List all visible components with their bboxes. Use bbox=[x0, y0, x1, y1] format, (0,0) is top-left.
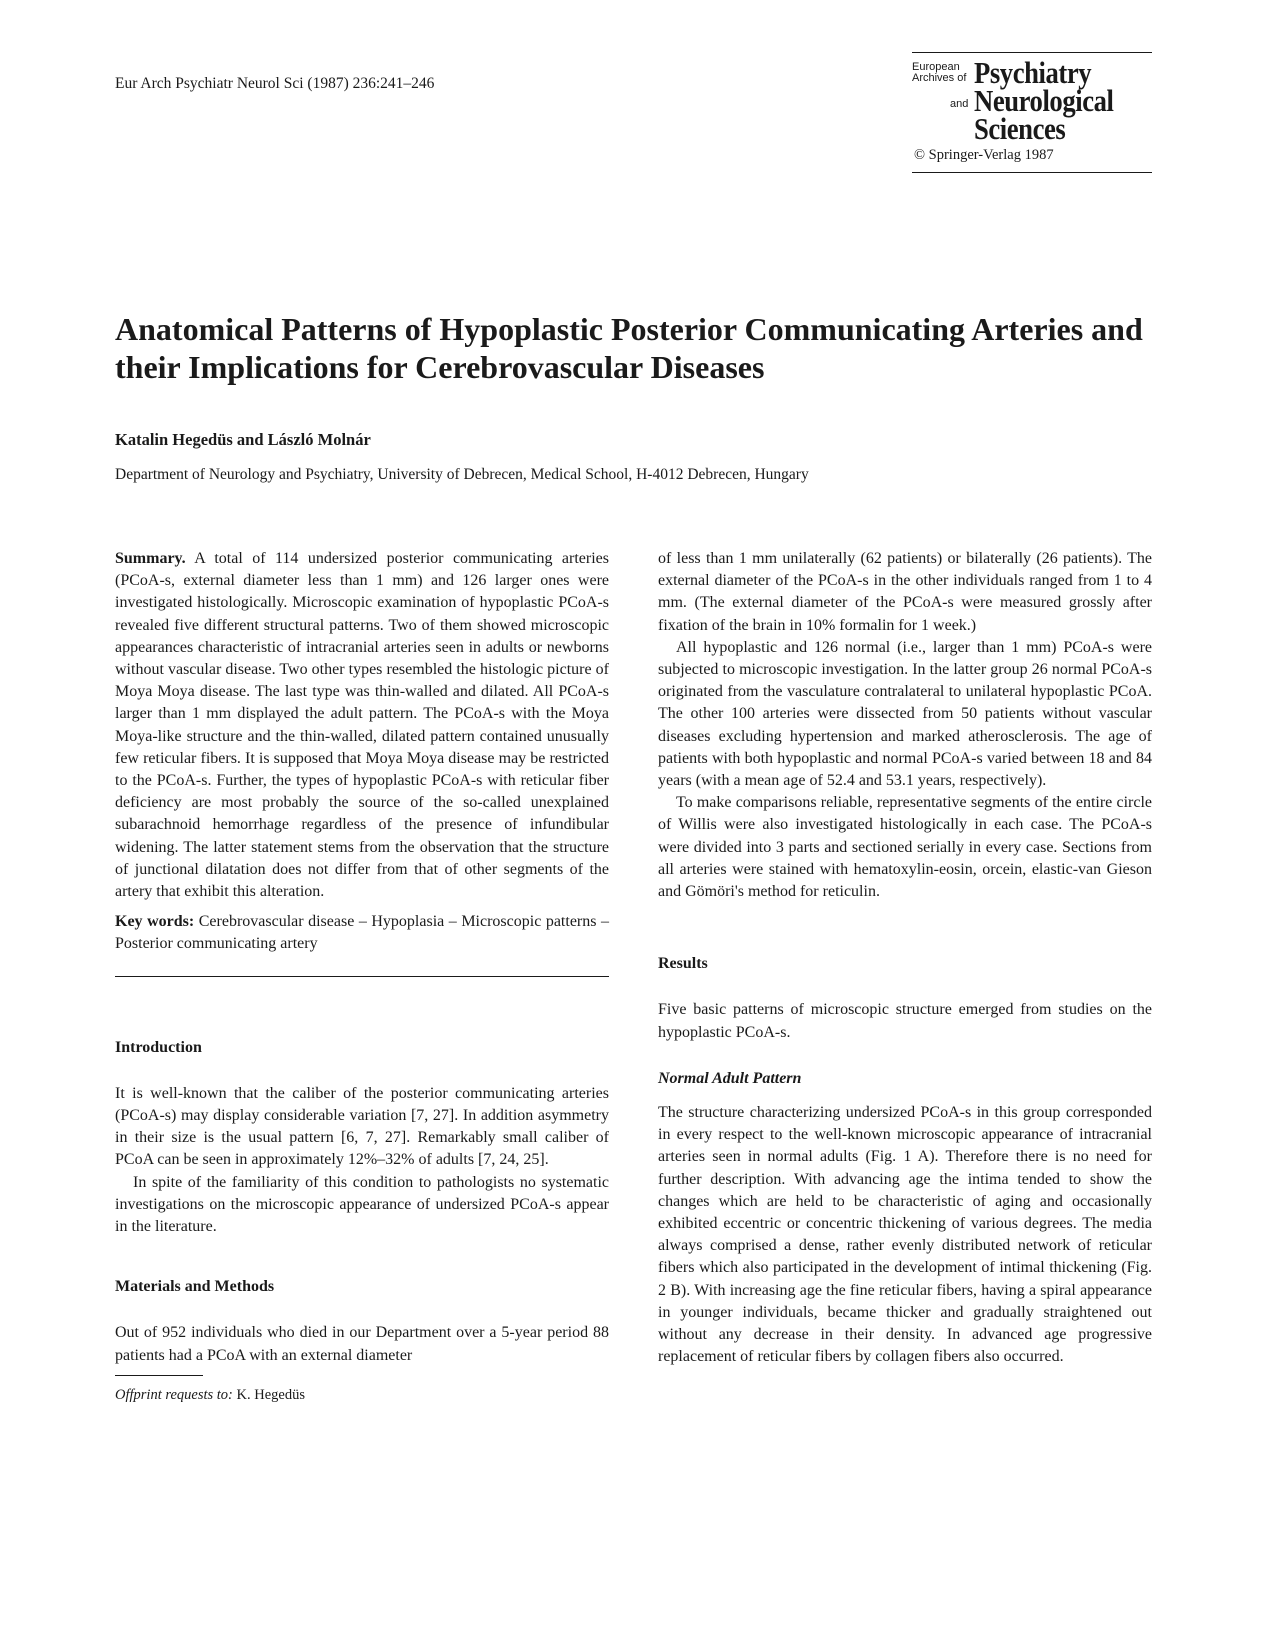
introduction-paragraph-2: In spite of the familiarity of this condition to pathologists no systematic investigations on the microscopic appearance of undersized PCoA-s appear in the literature. bbox=[115, 1173, 609, 1236]
methods-paragraph-1-continued: of less than 1 mm unilaterally (62 patients) or bilaterally (26 patients). The external diameter of the PCoA-s in the other individuals ranged from 1 to 4 mm. (The external diameter of the PCoA-s were measured grossly after fixation of the brain in 10% formalin for 1 week.) bbox=[658, 550, 1152, 634]
normal-adult-pattern-heading: Normal Adult Pattern bbox=[658, 1069, 802, 1087]
masthead-copyright: © Springer-Verlag 1987 bbox=[914, 147, 1054, 163]
article-authors: Katalin Hegedüs and László Molnár bbox=[115, 430, 371, 449]
methods-paragraph-2: All hypoplastic and 126 normal (i.e., larger than 1 mm) PCoA-s were subjected to microscopic investigation. In the latter group 26 normal PCoA-s originated from the vasculature contralateral to unilateral hypoplastic PCoA. The other 100 arteries were dissected from 50 patients without vascular diseases excluding hypertension and marked atherosclerosis. The age of patients with both hypoplastic and normal PCoA-s varied between 18 and 84 years (with a mean age of 52.4 and 53.1 years, respectively). bbox=[658, 638, 1152, 790]
methods-paragraph-1: Out of 952 individuals who died in our Department over a 5-year period 88 patients had a PCoA with an external diameter bbox=[115, 1324, 609, 1364]
masthead-sciences: Sciences bbox=[974, 111, 1066, 146]
masthead-and: and bbox=[950, 98, 969, 110]
footnote-rule bbox=[115, 1375, 203, 1376]
journal-masthead bbox=[912, 52, 1152, 173]
footnote-block bbox=[115, 1375, 609, 1406]
article-affiliation: Department of Neurology and Psychiatry, University of Debrecen, Medical School, H-4012 Debrecen, Hungary bbox=[115, 466, 809, 483]
masthead-bottom-rule bbox=[912, 172, 1152, 173]
summary-paragraph bbox=[115, 548, 609, 903]
masthead-european: European bbox=[912, 61, 960, 73]
left-column bbox=[115, 548, 609, 1406]
keywords-label: Key words: bbox=[115, 913, 195, 931]
introduction-paragraph-1: It is well-known that the caliber of the posterior communicating arteries (PCoA-s) may display considerable variation [7, 27]. In addition asymmetry in their size is the usual pattern [6, 7, 27]. Remarkably small caliber of PCoA can be seen in approximately 12%–32% of adults [7, 24, 25]. bbox=[115, 1084, 609, 1169]
masthead-archives-of: Archives of bbox=[912, 72, 967, 84]
keywords-text: Cerebrovascular disease – Hypoplasia – Microscopic patterns – Posterior communicating artery bbox=[115, 913, 610, 953]
footnote bbox=[115, 1384, 609, 1406]
methods-heading: Materials and Methods bbox=[115, 1278, 275, 1296]
footnote-text: K. Hegedüs bbox=[232, 1386, 305, 1403]
abstract-divider bbox=[115, 976, 609, 977]
masthead-top-rule bbox=[912, 52, 1152, 53]
article-title: Anatomical Patterns of Hypoplastic Posterior Communicating Arteries and their Implications for Cerebrovascular Diseases bbox=[115, 311, 1143, 385]
methods-paragraph-3: To make comparisons reliable, representative segments of the entire circle of Willis were also investigated histologically in each case. The PCoA-s were divided into 3 parts and sectioned serially in every case. Sections from all arteries were stained with hematoxylin-eosin, orcein, elastic-van Gieson and Gömöri's method for reticulin. bbox=[658, 794, 1152, 901]
keywords-paragraph bbox=[115, 911, 609, 955]
footnote-label: Offprint requests to: bbox=[115, 1386, 233, 1403]
introduction-heading: Introduction bbox=[115, 1038, 202, 1056]
masthead-row-sciences bbox=[912, 111, 1152, 146]
results-heading: Results bbox=[658, 955, 708, 973]
masthead-psychiatry: Psychiatry bbox=[974, 55, 1092, 90]
normal-adult-pattern-paragraph: The structure characterizing undersized PCoA-s in this group corresponded in every respect to the well-known microscopic appearance of intracranial arteries seen in normal adults (Fig. 1 A). Therefore there is no need for further description. With advancing age the intima tended to show the changes which are held to be characteristic of aging and occasionally exhibited eccentric or concentric thickening of various degrees. The media always comprised a dense, rather evenly distributed network of reticular fibers which also participated in the development of intimal thickening (Fig. 2 B). With increasing age the fine reticular fibers, having a spiral appearance in younger individuals, became thicker and gradually straightened out without any decrease in their density. In advanced age progressive replacement of reticular fibers by collagen fibers also occurred. bbox=[658, 1104, 1152, 1366]
summary-text: A total of 114 undersized posterior communicating arteries (PCoA-s, external diameter less than 1 mm) and 126 larger ones were investigated histologically. Microscopic examination of hypoplastic PCoA-s revealed five different structural patterns. Two of them showed microscopic appearances characteristic of intracranial arteries seen in adults or newborns without vascular disease. Two other types resembled the histologic picture of Moya Moya disease. The last type was thin-walled and dilated. All PCoA-s larger than 1 mm displayed the adult pattern. The PCoA-s with the Moya Moya-like structure and the thin-walled, dilated pattern contained unusually few reticular fibers. It is supposed that Moya Moya disease may be restricted to the PCoA-s. Further, the types of hypoplastic PCoA-s with reticular fiber deficiency are most probably the source of the so-called unexplained subarachnoid hemorrhage regardless of the presence of infundibular widening. The latter statement stems from the observation that the structure of junctional dilatation does not differ from that of other segments of the artery that exhibit this alteration. bbox=[115, 550, 609, 901]
summary-label: Summary. bbox=[115, 550, 186, 567]
right-column bbox=[658, 548, 1152, 1369]
masthead-neurological: Neurological bbox=[974, 83, 1114, 118]
journal-citation: Eur Arch Psychiatr Neurol Sci (1987) 236:241–246 bbox=[115, 75, 435, 92]
results-paragraph-1: Five basic patterns of microscopic structure emerged from studies on the hypoplastic PCoA-s. bbox=[658, 1001, 1152, 1041]
